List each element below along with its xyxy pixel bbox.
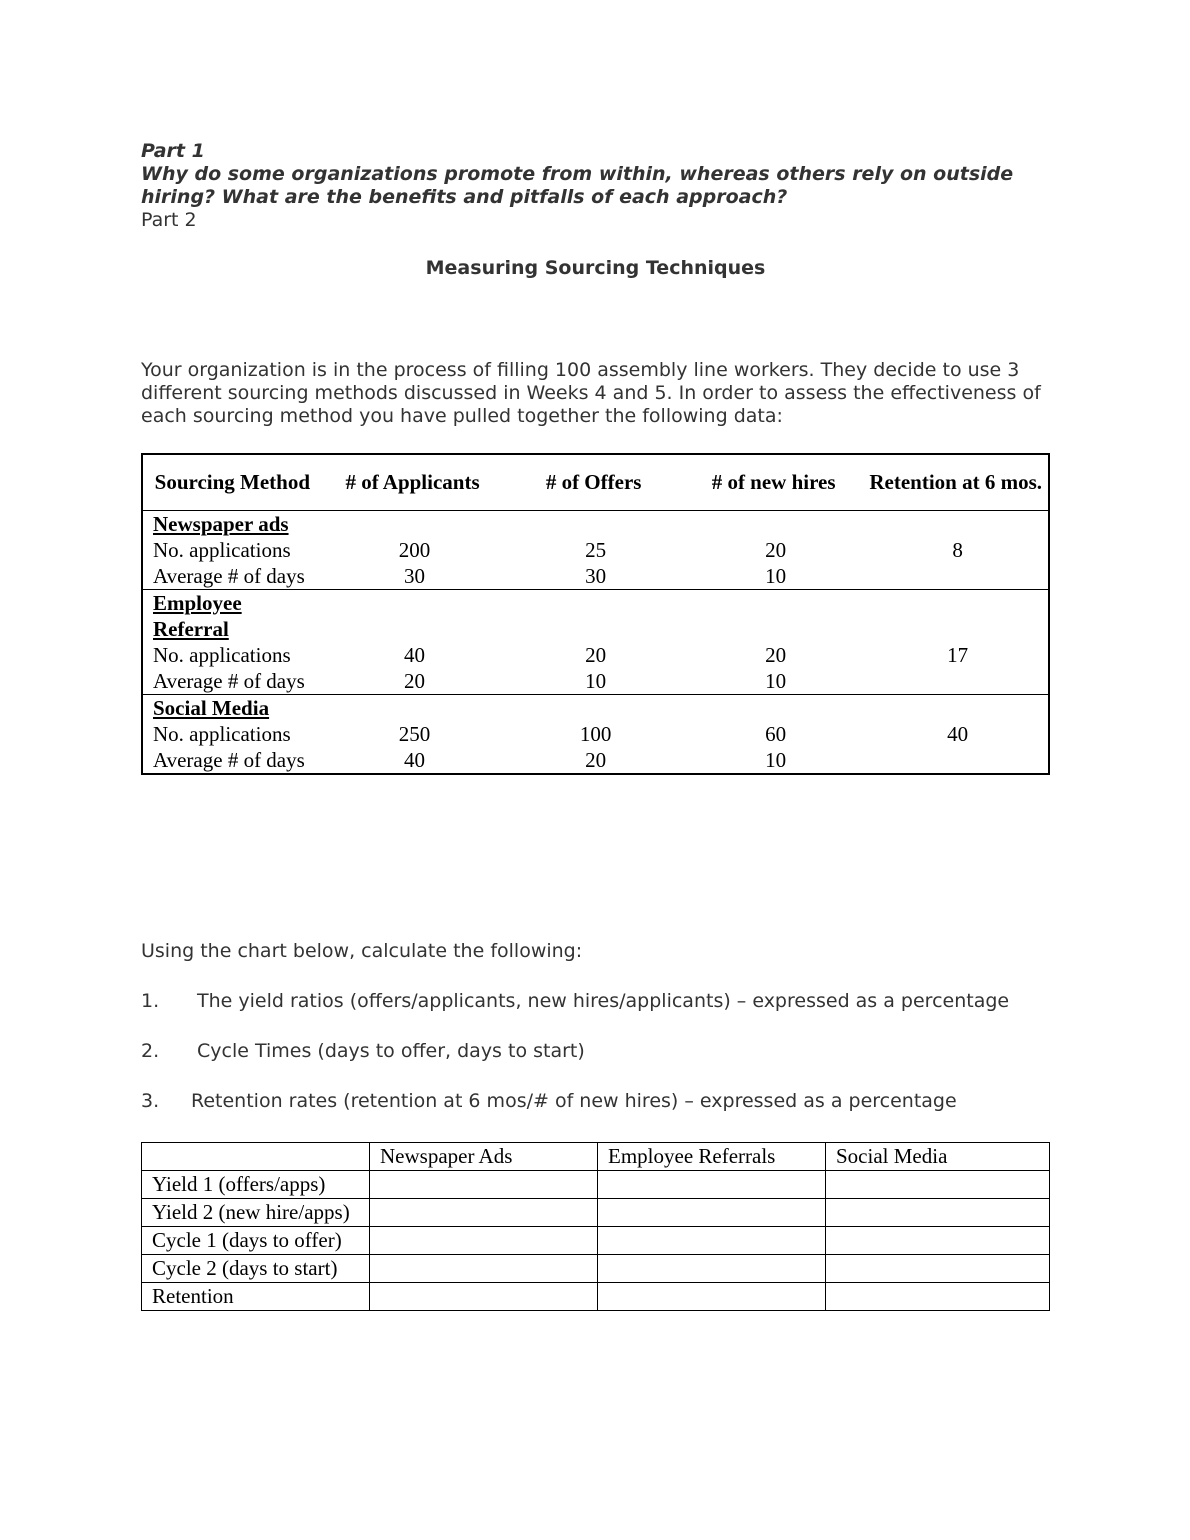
applicants-cell: 30 bbox=[404, 563, 426, 588]
offers-cell: 100 bbox=[579, 721, 612, 746]
applicants-cell: 250 bbox=[398, 721, 431, 746]
group-title: Social Media bbox=[153, 695, 270, 720]
answer-cell[interactable] bbox=[826, 1227, 1050, 1255]
intro-paragraph: Your organization is in the process of filling 100 assembly line workers. They decide to use 3 different sourcing methods discussed in Weeks 4 and 5. In order to assess the effectiveness of each sourcing method you have pulled together the following data: bbox=[141, 359, 1041, 427]
hires-cell: 20 bbox=[765, 642, 787, 667]
hires-cell: 10 bbox=[765, 563, 787, 588]
table-row bbox=[142, 563, 1049, 590]
list-item bbox=[141, 1040, 1050, 1063]
table-row bbox=[142, 1283, 1050, 1311]
answer-cell[interactable] bbox=[370, 1199, 598, 1227]
group-employee-referral bbox=[142, 589, 1049, 694]
offers-cell: 20 bbox=[585, 747, 607, 772]
answer-cell[interactable] bbox=[370, 1255, 598, 1283]
row-label: Cycle 2 (days to start) bbox=[142, 1255, 370, 1283]
row-label: Average # of days bbox=[153, 563, 305, 588]
row-label: No. applications bbox=[153, 642, 291, 667]
group-title: Newspaper ads bbox=[153, 511, 289, 536]
table-row bbox=[142, 642, 1049, 668]
answer-cell[interactable] bbox=[598, 1227, 826, 1255]
answer-cell[interactable] bbox=[598, 1199, 826, 1227]
calc-header-row bbox=[142, 1143, 1050, 1171]
row-label: No. applications bbox=[153, 537, 291, 562]
table-row bbox=[142, 668, 1049, 695]
sourcing-data-table bbox=[141, 453, 1050, 775]
applicants-cell: 20 bbox=[404, 668, 426, 693]
answer-cell[interactable] bbox=[598, 1255, 826, 1283]
list-text: Retention rates (retention at 6 mos/# of new hires) – expressed as a percentage bbox=[191, 1090, 957, 1112]
answer-cell[interactable] bbox=[370, 1171, 598, 1199]
header-cell bbox=[142, 1143, 370, 1171]
table-row bbox=[142, 721, 1049, 747]
answer-cell[interactable] bbox=[598, 1283, 826, 1311]
calculation-table bbox=[141, 1142, 1050, 1311]
header-cell: Social Media bbox=[826, 1143, 1050, 1171]
offers-cell: 30 bbox=[585, 563, 607, 588]
answer-cell[interactable] bbox=[598, 1171, 826, 1199]
retention-cell: 40 bbox=[947, 721, 969, 746]
list-number: 2. bbox=[141, 1040, 160, 1062]
group-title: Employee Referral bbox=[153, 590, 242, 641]
hires-cell: 20 bbox=[765, 537, 787, 562]
hires-cell: 10 bbox=[765, 747, 787, 772]
retention-cell: 8 bbox=[952, 537, 963, 562]
table-row bbox=[142, 1199, 1050, 1227]
instructions-lead: Using the chart below, calculate the following: bbox=[141, 940, 583, 962]
retention-cell bbox=[863, 747, 1049, 774]
list-number: 3. bbox=[141, 1090, 160, 1112]
header-cell: Retention at 6 mos. bbox=[869, 470, 1042, 495]
header-cell: Newspaper Ads bbox=[370, 1143, 598, 1171]
offers-cell: 10 bbox=[585, 668, 607, 693]
hires-cell: 60 bbox=[765, 721, 787, 746]
list-item bbox=[141, 990, 1050, 1013]
header-cell: # of new hires bbox=[711, 470, 836, 495]
document-title: Measuring Sourcing Techniques bbox=[425, 257, 766, 279]
answer-cell[interactable] bbox=[826, 1255, 1050, 1283]
row-label: Cycle 1 (days to offer) bbox=[142, 1227, 370, 1255]
table-row bbox=[142, 1255, 1050, 1283]
group-newspaper-ads bbox=[142, 510, 1049, 589]
table-row bbox=[142, 747, 1049, 774]
table-header-row bbox=[142, 454, 1049, 510]
part1-question: Why do some organizations promote from within, whereas others rely on outside hiring? What are the benefits and pitfalls of each approach? bbox=[141, 163, 1014, 208]
row-label: No. applications bbox=[153, 721, 291, 746]
header-cell: # of Offers bbox=[545, 470, 642, 495]
list-item bbox=[141, 1090, 1050, 1113]
applicants-cell: 40 bbox=[404, 642, 426, 667]
header-cell: # of Applicants bbox=[345, 470, 480, 495]
header-cell: Employee Referrals bbox=[598, 1143, 826, 1171]
list-text: Cycle Times (days to offer, days to start) bbox=[197, 1040, 585, 1062]
answer-cell[interactable] bbox=[370, 1283, 598, 1311]
answer-cell[interactable] bbox=[826, 1199, 1050, 1227]
answer-cell[interactable] bbox=[826, 1283, 1050, 1311]
document-page bbox=[141, 140, 1050, 1308]
applicants-cell: 40 bbox=[404, 747, 426, 772]
list-number: 1. bbox=[141, 990, 160, 1012]
row-label: Yield 2 (new hire/apps) bbox=[142, 1199, 370, 1227]
instructions-section bbox=[141, 940, 1050, 1140]
answer-cell[interactable] bbox=[370, 1227, 598, 1255]
retention-cell bbox=[863, 563, 1049, 590]
retention-cell: 17 bbox=[947, 642, 969, 667]
answer-cell[interactable] bbox=[826, 1171, 1050, 1199]
offers-cell: 20 bbox=[585, 642, 607, 667]
offers-cell: 25 bbox=[585, 537, 607, 562]
part2-heading: Part 2 bbox=[141, 209, 197, 231]
applicants-cell: 200 bbox=[398, 537, 431, 562]
table-row bbox=[142, 537, 1049, 563]
header-cell: Sourcing Method bbox=[154, 470, 311, 495]
group-social-media bbox=[142, 694, 1049, 774]
row-label: Retention bbox=[142, 1283, 370, 1311]
part1-heading: Part 1 bbox=[141, 140, 205, 162]
list-text: The yield ratios (offers/applicants, new hires/applicants) – expressed as a percentage bbox=[197, 990, 1010, 1012]
row-label: Average # of days bbox=[153, 668, 305, 693]
hires-cell: 10 bbox=[765, 668, 787, 693]
row-label: Average # of days bbox=[153, 747, 305, 772]
table-row bbox=[142, 1171, 1050, 1199]
row-label: Yield 1 (offers/apps) bbox=[142, 1171, 370, 1199]
table-row bbox=[142, 1227, 1050, 1255]
retention-cell bbox=[863, 668, 1049, 695]
